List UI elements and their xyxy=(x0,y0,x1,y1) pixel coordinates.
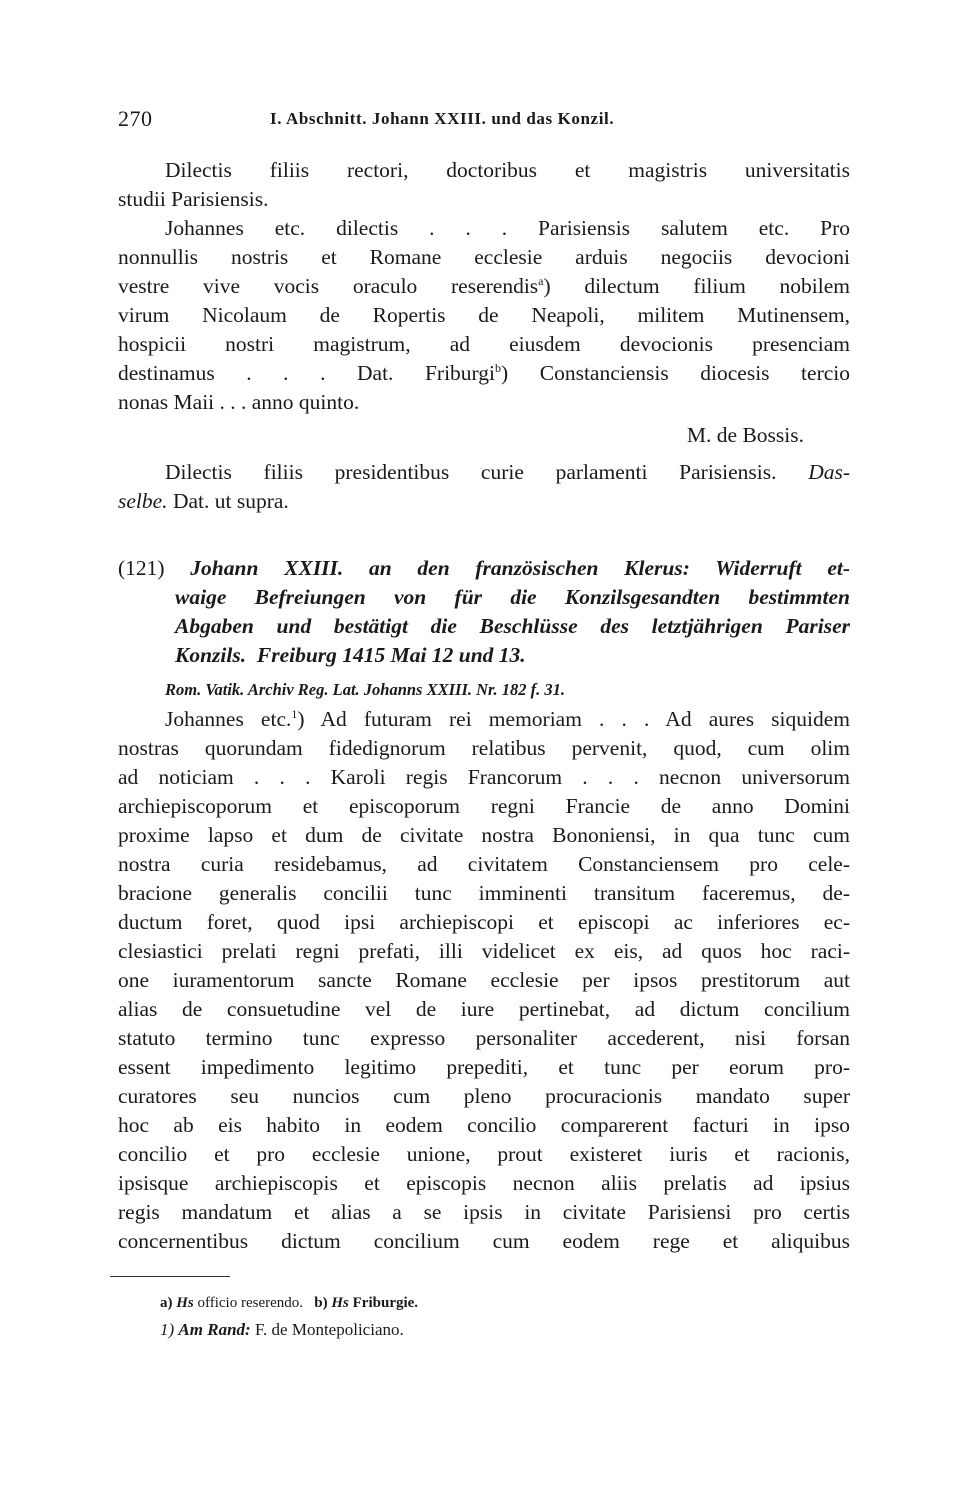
body-line: nostra curia residebamus, ad civitatem Constanciensem pro cele- xyxy=(118,852,850,876)
entry121-source: Rom. Vatik. Archiv Reg. Lat. Johanns XXIII. Nr. 182 f. 31. xyxy=(165,680,566,699)
letter1-line-3: Johannes etc. dilectis . . . Parisiensis salutem etc. Pro xyxy=(165,216,850,240)
footnote-1 xyxy=(160,1320,404,1340)
footnote-a-hs: Hs xyxy=(176,1295,194,1311)
entry-number: (121) xyxy=(118,556,165,580)
entry121-place-date: Freiburg 1415 Mai 12 und 13. xyxy=(256,643,526,667)
body-line: statuto termino tunc expresso personaliter accederent, nisi forsan xyxy=(118,1026,850,1050)
footnote-1-am-rand: Am Rand: xyxy=(178,1320,251,1339)
entry121-title-line-4 xyxy=(175,641,850,670)
footnote-a-text: officio reserendo. xyxy=(197,1295,304,1311)
footnote-rule xyxy=(110,1276,230,1277)
letter1-line-6: virum Nicolaum de Ropertis de Neapoli, militem Mutinensem, xyxy=(118,303,850,327)
letter1-line-8 xyxy=(118,359,850,388)
body-line: regis mandatum et alias a se ipsis in civitate Parisiensi pro certis xyxy=(118,1200,850,1224)
letter1-line-4: nonnullis nostris et Romane ecclesie arduis negociis devocioni xyxy=(118,245,850,269)
body-line: one iuramentorum sancte Romane ecclesie per ipsos prestitorum aut xyxy=(118,968,850,992)
running-title: I. Abschnitt. Johann XXIII. und das Konzil. xyxy=(270,109,615,128)
body-line: bracione generalis concilii tunc imminenti transitum faceremus, de- xyxy=(118,881,850,905)
body-line: ductum foret, quod ipsi archiepiscopi et episcopi ac inferiores ec- xyxy=(118,910,850,934)
footnote-mark-a: a xyxy=(538,273,544,288)
letter2-text: Dilectis filiis presidentibus curie parlamenti Parisiensis. xyxy=(165,460,777,484)
letter1-line-5-end: ) dilectum filium nobilem xyxy=(543,274,851,298)
entry121-title-4: Konzils. xyxy=(175,643,247,667)
body-line: curatores seu nuncios cum pleno procuracionis mandato super xyxy=(118,1084,850,1108)
body-line: concilio et pro ecclesie unione, prout existeret iuris et racionis, xyxy=(118,1142,850,1166)
footnote-mark-b: b xyxy=(495,360,502,375)
letter1-line-8-end: ) Constanciensis diocesis tercio xyxy=(501,361,851,385)
body-line-1 xyxy=(165,705,850,734)
body-line: concernentibus dictum concilium cum eodem rege et aliquibus xyxy=(118,1229,850,1253)
letter2-date: Dat. ut supra. xyxy=(172,489,289,513)
body-line-1-end: ) Ad futuram rei memoriam . . . Ad aures siquidem xyxy=(297,707,850,731)
letter1-line-5-start: vestre vive vocis oraculo reserendis xyxy=(118,274,539,298)
body-line: proxime lapso et dum de civitate nostra Bononiensi, in qua tunc cum xyxy=(118,823,850,847)
letter1-line-5 xyxy=(118,272,850,301)
letter1-line-8-start: destinamus . . . Dat. Friburgi xyxy=(118,361,496,385)
entry121-title-line-3: Abgaben und bestätigt die Beschlüsse des letztjährigen Pariser xyxy=(175,614,850,638)
letter1-line-1: Dilectis filiis rectori, doctoribus et magistris universitatis xyxy=(165,158,850,182)
footnote-b-text: Friburgie. xyxy=(352,1295,419,1311)
footnote-b-label: b) xyxy=(314,1295,328,1311)
letter2-line-1 xyxy=(165,458,850,487)
letter2-line-2 xyxy=(118,487,850,516)
letter1-line-9: nonas Maii . . . anno quinto. xyxy=(118,390,360,414)
body-line: clesiastici prelati regni prefati, illi videlicet ex eis, ad quos hoc raci- xyxy=(118,939,850,963)
body-line: archiepiscoporum et episcoporum regni Francie de anno Domini xyxy=(118,794,850,818)
body-line: nostras quorundam fidedignorum relatibus pervenit, quod, cum olim xyxy=(118,736,850,760)
entry121-title-line-1 xyxy=(118,554,850,583)
page-number: 270 xyxy=(118,106,153,131)
body-line: alias de consuetudine vel de iure pertinebat, ad dictum concilium xyxy=(118,997,850,1021)
letter1-line-2: studii Parisiensis. xyxy=(118,187,269,211)
page-header xyxy=(118,106,853,136)
footnote-a-label: a) xyxy=(160,1295,173,1311)
letter2-selbe: selbe. xyxy=(118,489,168,513)
entry121-title-line-2: waige Befreiungen von für die Konzilsgesandten bestimmten xyxy=(175,585,850,609)
body-line: essent impedimento legitimo prepediti, et tunc per eorum pro- xyxy=(118,1055,850,1079)
body-line-1-start: Johannes etc. xyxy=(165,707,292,731)
entry121-title-1: Johann XXIII. an den französischen Klerus: Widerruft et- xyxy=(190,556,850,580)
body-line: ipsisque archiepiscopis et episcopis necnon aliis prelatis ad ipsius xyxy=(118,1171,850,1195)
footnote-a-b xyxy=(160,1295,418,1312)
footnote-1-text: F. de Montepoliciano. xyxy=(254,1320,404,1339)
footnote-mark-1: 1 xyxy=(291,706,298,721)
body-line: hoc ab eis habito in eodem concilio comparerent facturi in ipso xyxy=(118,1113,850,1137)
footnote-1-label: 1) xyxy=(160,1320,175,1339)
footnote-b-hs: Hs xyxy=(331,1295,349,1311)
letter2-das: Das- xyxy=(808,460,850,484)
body-line: ad noticiam . . . Karoli regis Francorum . . . necnon universorum xyxy=(118,765,850,789)
letter1-signature: M. de Bossis. xyxy=(686,423,804,447)
letter1-line-7: hospicii nostri magistrum, ad eiusdem devocionis presenciam xyxy=(118,332,850,356)
